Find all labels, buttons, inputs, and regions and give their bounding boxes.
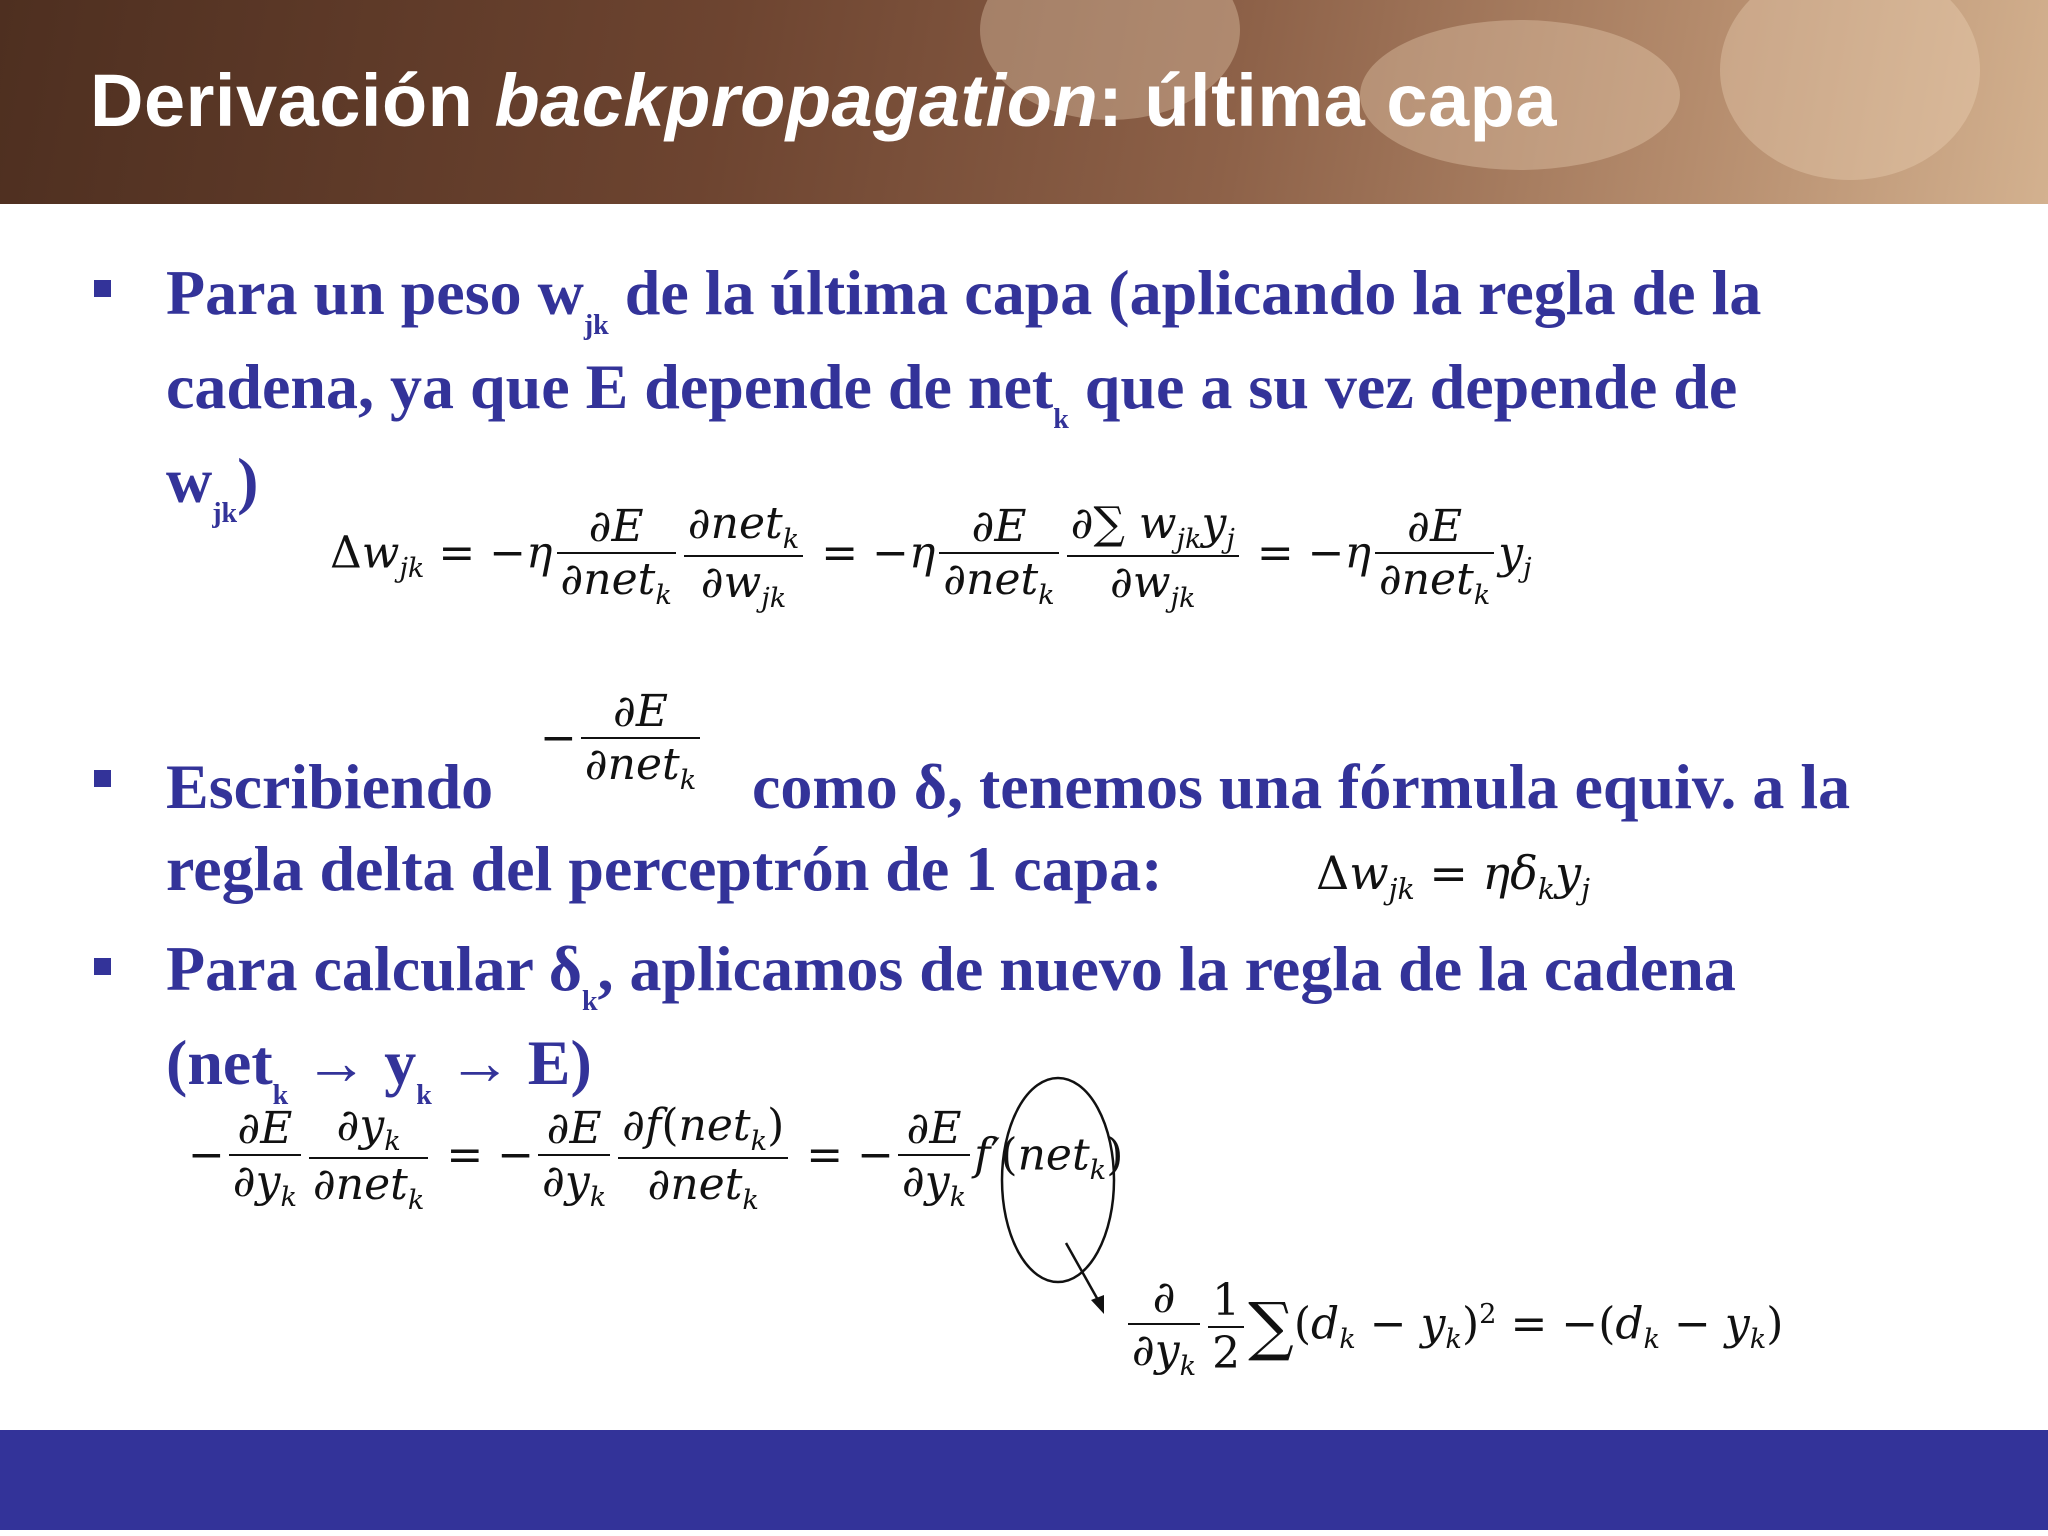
equation-delta-w: $\Delta w_{jk} = -\eta$ $\frac{\partial E}{\partial net_k}$ $\frac{\partial net_k}{\partial w_{jk}}$ = −η $\frac{\partial E}{\partial net_k}$ $\frac{\partial\sum w_{jk}y_j}{\partial w_{jk}}$ = −η $\frac{\partial E}{\partial net_k}$ $y_j$ bbox=[330, 498, 1532, 614]
bullet-3-line-1: Para calcular $\delta_k$, aplicamos de nuevo la regla de la cadena bbox=[166, 933, 1736, 1017]
slide-title: Derivación backpropagation: última capa bbox=[90, 59, 1558, 142]
equation-delta-definition: − $\frac{\partial E}{\partial net_k}$ bbox=[540, 686, 704, 796]
bullet-1-line-1: Para un peso $w_{jk}$ de la última capa (aplicando la regla de la bbox=[166, 257, 1762, 341]
bullet-1-line-3: $w_{jk}$) bbox=[166, 445, 259, 529]
equation-error-derivative: $\frac{\partial}{\partial y_k}$ $\frac{1}{2}$ $\sum(d_k - y_k)^2 = -(d_k - y_k)$ bbox=[1124, 1272, 1783, 1382]
bullet-1-line-2: cadena, ya que E depende de net$_k$ que a su vez depende de bbox=[166, 351, 1738, 435]
bullet-3-line-2: $(net_k \to y_k \to E)$ bbox=[166, 1027, 592, 1111]
bullet-2-line-2: regla delta del perceptrón de 1 capa: bbox=[166, 833, 1163, 904]
bullet-2-line-1: Escribiendo bbox=[166, 751, 494, 822]
footer-bar bbox=[0, 1430, 2048, 1530]
equation-delta-rule: $\Delta w_{jk} = \eta\delta_ky_j$ bbox=[1316, 846, 1590, 907]
bullet-2-line-1-cont: como δ, tenemos una fórmula equiv. a la bbox=[752, 751, 1851, 822]
equation-chain-rule: − $\frac{\partial E}{\partial y_k}$ $\frac{\partial y_k}{\partial net_k}$ = − $\frac{\partial E}{\partial y_k}$ $\frac{\partial f(net_k)}{\partial net_k}$ = − $\frac{\partial E}{\partial y_k}$ f′(net$_k$) bbox=[188, 1100, 1124, 1216]
